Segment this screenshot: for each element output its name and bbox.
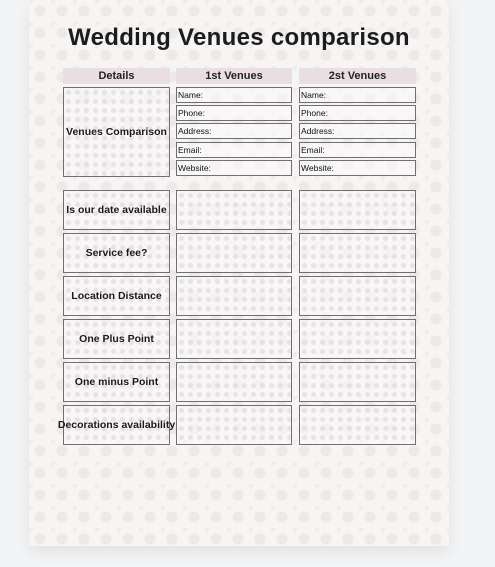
field-label: Name: <box>301 90 327 100</box>
first-venue-address-field[interactable] <box>176 123 292 139</box>
header-second-venue: 2st Venues <box>299 68 416 84</box>
second-venue-name-field[interactable] <box>299 87 416 103</box>
first-venue-decorations-cell[interactable] <box>176 405 292 445</box>
row-label: One minus Point <box>74 376 159 388</box>
field-label: Address: <box>178 126 212 136</box>
first-venue-phone-field[interactable] <box>176 105 292 121</box>
first-venue-fee-cell[interactable] <box>176 233 292 273</box>
row-label-cell <box>63 233 170 273</box>
first-venue-website-field[interactable] <box>176 160 292 176</box>
row-label-cell <box>63 362 170 402</box>
first-venue-plus-cell[interactable] <box>176 319 292 359</box>
second-venue-address-field[interactable] <box>299 123 416 139</box>
second-venue-fee-cell[interactable] <box>299 233 416 273</box>
second-venue-phone-field[interactable] <box>299 105 416 121</box>
first-venue-email-field[interactable] <box>176 142 292 158</box>
venues-comparison-label: Venues Comparison <box>66 126 167 138</box>
second-venue-email-field[interactable] <box>299 142 416 158</box>
row-label-cell <box>63 190 170 230</box>
field-label: Address: <box>301 126 335 136</box>
first-venue-minus-cell[interactable] <box>176 362 292 402</box>
second-venue-plus-cell[interactable] <box>299 319 416 359</box>
field-label: Phone: <box>301 108 328 118</box>
row-label-cell <box>63 319 170 359</box>
second-venue-date-cell[interactable] <box>299 190 416 230</box>
worksheet-page <box>29 0 449 546</box>
header-details: Details <box>63 68 170 84</box>
row-label: One Plus Point <box>79 333 154 345</box>
second-venue-decorations-cell[interactable] <box>299 405 416 445</box>
field-label: Website: <box>301 163 334 173</box>
row-label: Is our date available <box>66 204 167 216</box>
row-label-cell <box>57 405 176 445</box>
second-venue-minus-cell[interactable] <box>299 362 416 402</box>
row-label: Service fee? <box>85 247 148 259</box>
field-label: Website: <box>178 163 211 173</box>
page-title: Wedding Venues comparison <box>68 24 410 51</box>
first-venue-distance-cell[interactable] <box>176 276 292 316</box>
first-venue-name-field[interactable] <box>176 87 292 103</box>
first-venue-date-cell[interactable] <box>176 190 292 230</box>
field-label: Email: <box>301 145 325 155</box>
field-label: Email: <box>178 145 202 155</box>
row-label: Location Distance <box>71 290 162 302</box>
field-label: Phone: <box>178 108 205 118</box>
row-label: Decorations availability <box>57 419 176 431</box>
second-venue-distance-cell[interactable] <box>299 276 416 316</box>
field-label: Name: <box>178 90 204 100</box>
second-venue-website-field[interactable] <box>299 160 416 176</box>
header-first-venue: 1st Venues <box>176 68 292 84</box>
row-label-cell <box>63 276 170 316</box>
venues-comparison-label-cell <box>63 87 170 177</box>
